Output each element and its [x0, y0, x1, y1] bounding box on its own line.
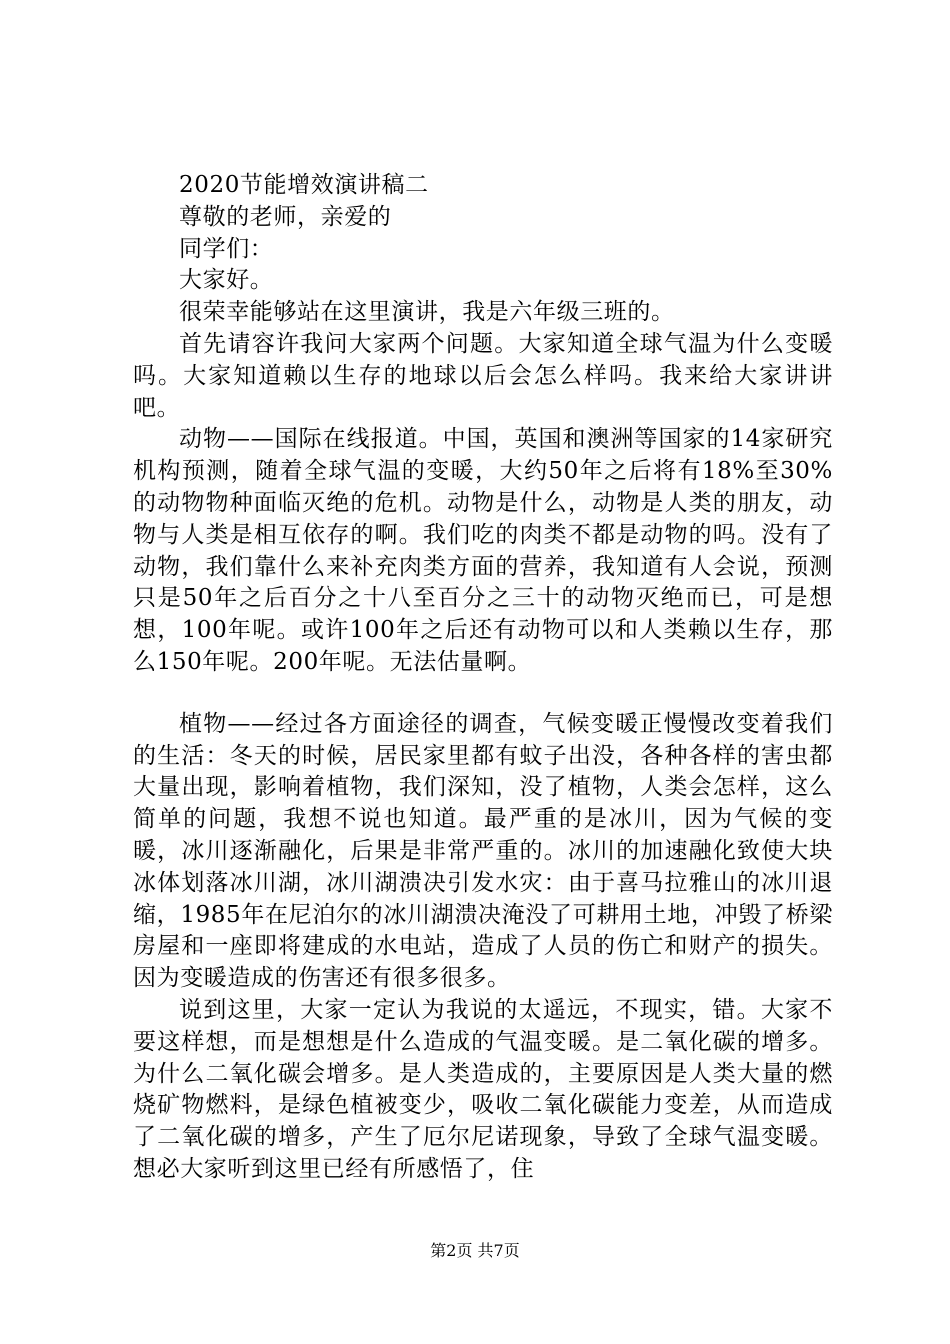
paragraph-questions: 首先请容许我问大家两个问题。大家知道全球气温为什么变暖吗。大家知道赖以生存的地球以后会怎么样吗。我来给大家讲讲吧。	[133, 330, 833, 421]
document-title: 2020节能增效演讲稿二	[179, 172, 429, 198]
salutation-line-1: 尊敬的老师，亲爱的	[179, 203, 392, 230]
salutation-line-2: 同学们：	[179, 235, 274, 262]
paragraph-causes: 说到这里，大家一定认为我说的太遥远，不现实，错。大家不要这样想，而是想想是什么造成的气温变暖。是二氧化碳的增多。为什么二氧化碳会增多。是人类造成的，主要原因是人类大量的燃烧矿物燃料，是绿色植被变少，吸收二氧化碳能力变差，从而造成了二氧化碳的增多，产生了厄尔尼诺现象，导致了全球气温变暖。想必大家听到这里已经有所感悟了，住	[133, 996, 833, 1182]
paragraph-plants: 植物——经过各方面途径的调查，气候变暖正慢慢改变着我们的生活：冬天的时候，居民家里都有蚊子出没，各种各样的害虫都大量出现，影响着植物，我们深知，没了植物，人类会怎样，这么简单的问题，我想不说也知道。最严重的是冰川，因为气候的变暖，冰川逐渐融化，后果是非常严重的。冰川的加速融化致使大块冰体划落冰川湖，冰川湖溃决引发水灾：由于喜马拉雅山的冰川退缩，1985年在尼泊尔的冰川湖溃决淹没了可耕用土地，冲毁了桥梁房屋和一座即将建成的水电站，造成了人员的伤亡和财产的损失。因为变暖造成的伤害还有很多很多。	[133, 710, 833, 992]
document-body	[133, 170, 833, 1186]
page-number-footer: 第2页 共7页	[430, 1241, 520, 1260]
paragraph-animals: 动物——国际在线报道。中国，英国和澳洲等国家的14家研究机构预测，随着全球气温的变暖，大约50年之后将有18%至30%的动物物种面临灭绝的危机。动物是什么，动物是人类的朋友，动物与人类是相互依存的啊。我们吃的肉类不都是动物的吗。没有了动物，我们靠什么来补充肉类方面的营养，我知道有人会说，预测只是50年之后百分之十八至百分之三十的动物灭绝而已，可是想想，100年呢。或许100年之后还有动物可以和人类赖以生存，那么150年呢。200年呢。无法估量啊。	[133, 426, 833, 675]
paragraph-intro: 很荣幸能够站在这里演讲，我是六年级三班的。	[179, 299, 675, 326]
greeting: 大家好。	[179, 267, 274, 294]
